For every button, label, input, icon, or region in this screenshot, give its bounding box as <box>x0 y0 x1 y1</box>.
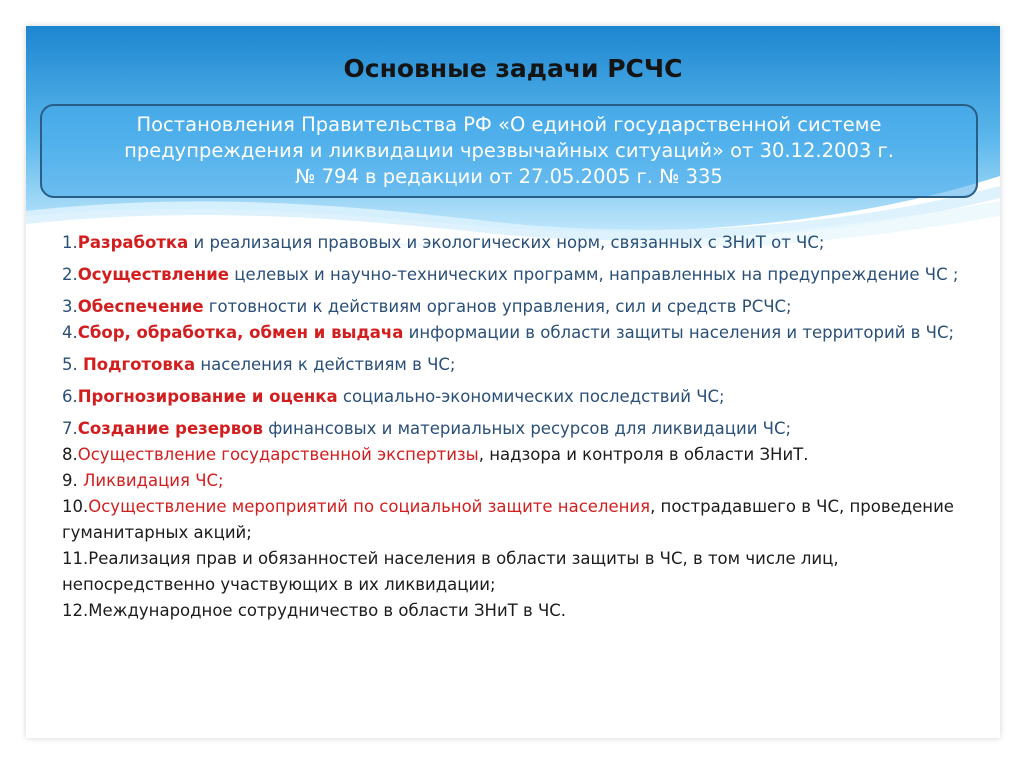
task-item-8 <box>62 442 978 468</box>
task-number: 7. <box>62 419 78 438</box>
task-item-2 <box>62 262 978 288</box>
task-item-3 <box>62 294 978 320</box>
task-number: 8. <box>62 445 78 464</box>
task-text: Международное сотрудничество в области ЗНиТ в ЧС. <box>88 601 567 620</box>
task-number: 12. <box>62 601 89 620</box>
task-highlight: Создание резервов <box>77 419 263 438</box>
task-text: финансовых и материальных ресурсов для ликвидации ЧС; <box>262 419 792 438</box>
task-text: информации в области защиты населения и территорий в ЧС; <box>403 323 955 342</box>
task-item-4 <box>62 320 978 346</box>
task-number: 4. <box>62 323 78 342</box>
task-number: 3. <box>62 297 78 316</box>
task-text: Реализация прав и обязанностей населения в области защиты в ЧС, в том числе лиц, непосредственно участвующих в их ликвидации; <box>62 549 839 594</box>
slide <box>26 26 1000 738</box>
task-highlight: Подготовка <box>83 355 196 374</box>
task-highlight: Осуществление мероприятий по социальной защите населения <box>88 497 651 516</box>
task-number: 5. <box>62 355 83 374</box>
task-item-6 <box>62 384 978 410</box>
task-item-12 <box>62 598 978 624</box>
task-highlight: Обеспечение <box>77 297 204 316</box>
page-title: Основные задачи РСЧС <box>343 54 683 83</box>
task-text: готовности к действиям органов управления, сил и средств РСЧС; <box>203 297 792 316</box>
task-item-1 <box>62 230 978 256</box>
task-text: , пострадавшего в ЧС, проведение гуманитарных акций; <box>62 497 954 542</box>
task-text: целевых и научно-технических программ, направленных на предупреждение ЧС ; <box>228 265 959 284</box>
task-number: 2. <box>62 265 78 284</box>
subtitle-line-2: предупреждения и ликвидации чрезвычайных ситуаций» от 30.12.2003 г. <box>124 139 894 162</box>
task-item-5 <box>62 352 978 378</box>
task-highlight: Прогнозирование и оценка <box>77 387 338 406</box>
subtitle-box <box>40 104 978 198</box>
task-number: 11. <box>62 549 89 568</box>
task-item-11 <box>62 546 978 598</box>
subtitle-line-3: № 794 в редакции от 27.05.2005 г. № 335 <box>295 165 723 188</box>
task-highlight: Разработка <box>77 233 189 252</box>
task-number: 10. <box>62 497 89 516</box>
subtitle-line-1: Постановления Правительства РФ «О единой государственной системе <box>136 113 882 136</box>
task-number: 1. <box>62 233 78 252</box>
task-text: социально-экономических последствий ЧС; <box>337 387 725 406</box>
task-highlight: Сбор, обработка, обмен и выдача <box>77 323 404 342</box>
task-list <box>62 230 978 624</box>
task-item-7 <box>62 416 978 442</box>
task-number: 6. <box>62 387 78 406</box>
task-highlight: Осуществление государственной экспертизы <box>77 445 479 464</box>
task-text: , надзора и контроля в области ЗНиТ. <box>478 445 809 464</box>
subtitle-text <box>104 112 914 190</box>
task-highlight: Ликвидация ЧС; <box>83 471 224 490</box>
task-number: 9. <box>62 471 83 490</box>
task-highlight: Осуществление <box>77 265 229 284</box>
task-text: населения к действиям в ЧС; <box>195 355 456 374</box>
task-text: и реализация правовых и экологических норм, связанных с ЗНиТ от ЧС; <box>188 233 825 252</box>
task-item-10 <box>62 494 978 546</box>
task-item-9 <box>62 468 978 494</box>
